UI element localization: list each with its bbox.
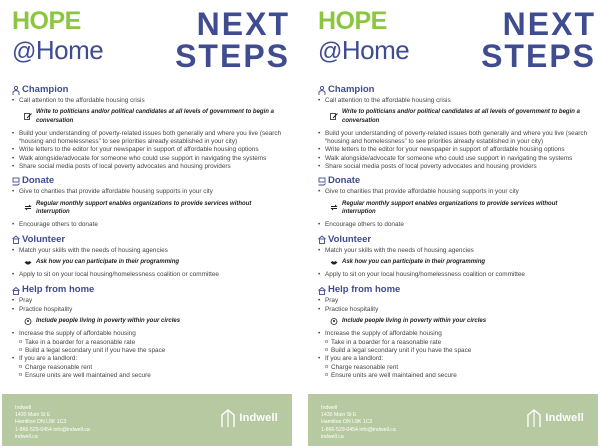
list-item: • Encourage others to donate (318, 221, 590, 229)
title-line-1: NEXT (502, 6, 596, 42)
list-item: • Call attention to the affordable housing crisis (12, 97, 284, 105)
footer-web: indwell.ca (15, 433, 38, 440)
volunteer-title-text: Volunteer (328, 233, 372, 245)
donate-title-text: Donate (328, 175, 361, 187)
list-item: • Walk alongside/advocate for someone who could use support in navigating the systems (12, 155, 284, 163)
people-circle-icon (330, 318, 338, 325)
footer-address (321, 405, 396, 441)
section-champion-title (318, 84, 590, 96)
logo-home (12, 36, 103, 66)
people-circle-icon (24, 318, 32, 325)
hand-gift-icon (318, 177, 326, 186)
sub-list-item: o Take in a boarder for a reasonable rate (325, 339, 590, 347)
sub-list-item: o Build a legal secondary unit if you have the space (19, 347, 284, 355)
champion-title-text: Champion (22, 84, 69, 95)
donate-note (24, 200, 284, 217)
list-item: • If you are a landlord: (12, 355, 284, 363)
recurring-arrows-icon (24, 204, 32, 211)
help-title-text: Help from home (22, 284, 95, 296)
logo-home-word: Home (341, 35, 410, 65)
help-note (330, 317, 590, 325)
footer (308, 394, 598, 446)
list-item: • Increase the supply of affordable housing (318, 330, 590, 338)
list-item: • Pray (318, 297, 590, 305)
hope-at-home-logo (12, 6, 117, 68)
champion-note (330, 108, 590, 125)
footer-contact: 1-866-529-0454 info@indwell.ca (321, 426, 396, 433)
building-icon (12, 235, 20, 244)
help-title-text: Help from home (328, 284, 401, 296)
donate-note-text: Regular monthly support enables organizations to provide services without interruption (36, 200, 252, 215)
house-icon (12, 286, 20, 295)
list-item: • Call attention to the affordable housing crisis (318, 97, 590, 105)
building-icon (318, 235, 326, 244)
indwell-name: Indwell (545, 411, 584, 424)
list-item: • Give to charities that provide affordable housing supports in your city (12, 188, 284, 196)
flyer-panel-right (308, 0, 598, 446)
champion-title-text: Champion (328, 84, 375, 95)
sub-list-item: o Build a legal secondary unit if you have the space (325, 347, 590, 355)
section-help-title (318, 284, 590, 296)
list-item: • Share social media posts of local poverty advocates and housing providers (12, 163, 284, 171)
footer-web: indwell.ca (321, 433, 344, 440)
volunteer-note-text: Ask how you can participate in their programming (36, 258, 180, 265)
person-speaking-icon (318, 86, 326, 95)
list-item-continued: “housing and homelessness” to see priorities already established in your city) (19, 138, 238, 146)
list-item: • Build your understanding of poverty-related issues both generally and where you live (search (12, 130, 284, 138)
list-item: • Build your understanding of poverty-related issues both generally and where you live (search (318, 130, 590, 138)
flyer-panel-left (2, 0, 292, 446)
logo-at: @ (12, 38, 36, 65)
volunteer-note (330, 258, 590, 266)
list-item: • Apply to sit on your local housing/homelessness coalition or committee (318, 271, 590, 279)
list-item: • Match your skills with the needs of housing agencies (318, 247, 590, 255)
donate-note (330, 200, 590, 217)
volunteer-note (24, 258, 284, 266)
list-item: • Give to charities that provide affordable housing supports in your city (318, 188, 590, 196)
indwell-mark-icon (526, 407, 542, 428)
indwell-name: Indwell (239, 411, 278, 424)
list-item: • Apply to sit on your local housing/homelessness coalition or committee (12, 271, 284, 279)
list-item: • Match your skills with the needs of housing agencies (12, 247, 284, 255)
champion-note-text: Write to politicians and/or political candidates at all levels of government to begin a conversation (36, 109, 274, 124)
section-donate-title (12, 175, 284, 187)
footer-contact: 1-866-529-0454 info@indwell.ca (15, 426, 90, 433)
list-item-continued: “housing and homelessness” to see priorities already established in your city) (325, 138, 544, 146)
hope-at-home-logo (318, 6, 423, 68)
list-item: • Practice hospitality (318, 306, 590, 314)
footer-street: 1430 Main St E (321, 412, 357, 419)
volunteer-note-text: Ask how you can participate in their programming (342, 258, 486, 265)
donate-note-text: Regular monthly support enables organizations to provide services without interruption (342, 200, 558, 215)
sub-list-item: o Charge reasonable rent (325, 364, 590, 372)
list-item: • Pray (12, 297, 284, 305)
page-title (480, 8, 596, 72)
sub-list-item: o Take in a boarder for a reasonable rate (19, 339, 284, 347)
list-item: • Practice hospitality (12, 306, 284, 314)
footer-street: 1430 Main St E (15, 412, 51, 419)
donate-title-text: Donate (22, 175, 55, 187)
steps-content (318, 84, 590, 380)
footer-city: Hamilton ON L8K 1C3 (321, 419, 373, 426)
help-note (24, 317, 284, 325)
pencil-paper-icon (24, 113, 32, 120)
champion-note (24, 108, 284, 125)
logo-home-word: Home (35, 35, 104, 65)
list-item: • Walk alongside/advocate for someone who could use support in navigating the systems (318, 155, 590, 163)
list-item: • If you are a landlord: (318, 355, 590, 363)
indwell-logo (526, 407, 584, 428)
champion-note-text: Write to politicians and/or political candidates at all levels of government to begin a conversation (342, 109, 580, 124)
sub-list-item: o Charge reasonable rent (19, 364, 284, 372)
house-icon (318, 286, 326, 295)
title-line-2: STEPS (175, 38, 290, 74)
section-champion-title (12, 84, 284, 96)
indwell-mark-icon (220, 407, 236, 428)
list-item: • Encourage others to donate (12, 221, 284, 229)
list-item: • Share social media posts of local poverty advocates and housing providers (318, 163, 590, 171)
footer-org: Indwell (15, 405, 32, 411)
hand-gift-icon (12, 177, 20, 186)
help-note-text: Include people living in poverty within your circles (36, 318, 181, 325)
help-note-text: Include people living in poverty within your circles (342, 318, 487, 325)
footer-city: Hamilton ON L8K 1C3 (15, 419, 67, 426)
pencil-paper-icon (330, 113, 338, 120)
logo-home (318, 36, 409, 66)
sub-list-item: o Ensure units are well maintained and secure (325, 372, 590, 380)
footer (2, 394, 292, 446)
indwell-logo (220, 407, 278, 428)
volunteer-title-text: Volunteer (22, 233, 66, 245)
handshake-icon (24, 259, 32, 266)
steps-content (12, 84, 284, 380)
footer-org: Indwell (321, 405, 338, 411)
recurring-arrows-icon (330, 204, 338, 211)
sub-list-item: o Ensure units are well maintained and secure (19, 372, 284, 380)
section-volunteer-title (12, 234, 284, 246)
title-line-2: STEPS (481, 38, 596, 74)
section-donate-title (318, 175, 590, 187)
section-volunteer-title (318, 234, 590, 246)
footer-address (15, 405, 90, 441)
list-item: • Increase the supply of affordable housing (12, 330, 284, 338)
handshake-icon (330, 259, 338, 266)
page-title (174, 8, 290, 72)
logo-hope: HOPE (318, 7, 387, 35)
section-help-title (12, 284, 284, 296)
logo-hope: HOPE (12, 7, 81, 35)
title-line-1: NEXT (196, 6, 290, 42)
person-speaking-icon (12, 86, 20, 95)
logo-at: @ (318, 38, 342, 65)
list-item: • Write letters to the editor for your newspaper in support of affordable housing options (12, 146, 284, 154)
list-item: • Write letters to the editor for your newspaper in support of affordable housing options (318, 146, 590, 154)
